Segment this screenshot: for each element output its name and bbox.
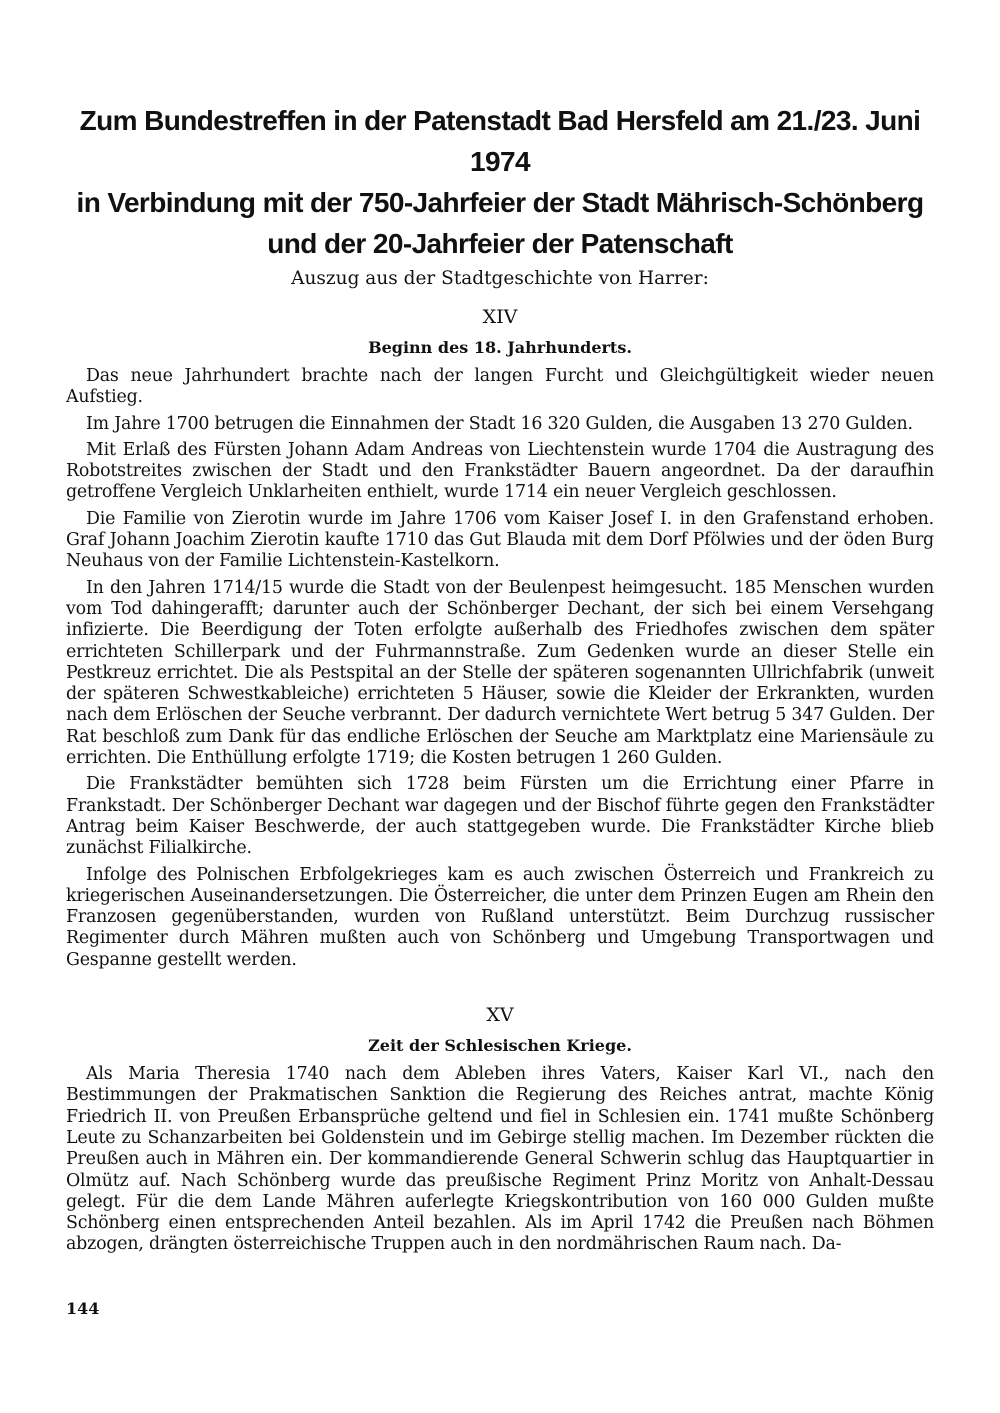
headline-line-3: und der 20-Jahrfeier der Patenschaft (267, 228, 733, 259)
section-xv (66, 1002, 934, 1256)
paragraph: Mit Erlaß des Fürsten Johann Adam Andreas von Liechtenstein wurde 1704 die Austragung des Robotstreites zwischen der Stadt und den Frankstädter Bauern angeordnet. Da der daraufhin getroffene Vergleich Unklarheiten enthielt, wurde 1714 ein neuer Vergleich geschlossen. (66, 439, 934, 503)
paragraph: Das neue Jahrhundert brachte nach der langen Furcht und Gleichgültigkeit wieder neuen Aufstieg. (66, 366, 934, 408)
paragraph: Die Frankstädter bemühten sich 1728 beim Fürsten um die Errichtung einer Pfarre in Frankstadt. Der Schönberger Dechant war dagegen und der Bischof führte gegen den Frankstädter Antrag beim Kaiser Beschwerde, der auch stattgegeben wurde. Die Frankstädter Kirche blieb zunächst Filialkirche. (66, 774, 934, 859)
section-numeral: XIV (482, 306, 518, 328)
section-spacer (66, 976, 934, 990)
paragraph: Als Maria Theresia 1740 nach dem Ableben ihres Vaters, Kaiser Karl VI., nach den Bestimmungen der Prakmatischen Sanktion die Regierung des Reiches antrat, machte König Friedrich II. von Preußen Erbansprüche geltend und fiel in Schlesien ein. 1741 mußte Schönberg Leute zu Schanzarbeiten bei Goldenstein und im Gebirge stellig machen. Im Dezember rückten die Preußen auch in Mähren ein. Der kommandierende General Schwerin schlug das Hauptquartier in Olmütz auf. Nach Schönberg wurde das preußische Regiment Prinz Moritz von Anhalt-Dessau gelegt. Für die dem Lande Mähren auferlegte Kriegskontribution von 160 000 Gulden mußte Schönberg einen entsprechenden Anteil bezahlen. Als im April 1742 die Preußen nach Böhmen abzogen, drängten österreichische Truppen auch in den nordmährischen Raum nach. Da- (66, 1064, 934, 1255)
section-xiv (66, 304, 934, 971)
headline-line-2: in Verbindung mit der 750-Jahrfeier der Stadt Mährisch-Schönberg (76, 187, 924, 218)
section-title: Beginn des 18. Jahrhunderts. (368, 338, 632, 357)
section-title: Zeit der Schlesischen Kriege. (368, 1036, 632, 1056)
article-subtitle: Auszug aus der Stadtgeschichte von Harrer: (291, 268, 709, 289)
paragraph: In den Jahren 1714/15 wurde die Stadt von der Beulenpest heimgesucht. 185 Menschen wurden vom Tod dahingerafft; darunter auch der Schönberger Dechant, der sich bei einem Versehgang infizierte. Die Beerdigung der Toten erfolgte außerhalb des Friedhofes zwischen dem später errichteten Schillerpark und der Fuhrmannstraße. Zum Gedenken wurde an dieser Stelle ein Pestkreuz errichtet. Die als Pestspital an der Stelle der späteren sogenannten Ullrichfabrik (unweit der späteren Schwestkableiche) errichteten 5 Häuser, sowie die Kleider der Erkrankten, wurden nach dem Erlöschen der Seuche verbrannt. Der dadurch vernichtete Wert betrug 5 347 Gulden. Der Rat beschloß zum Dank für das endliche Erlöschen der Seuche am Marktplatz eine Mariensäule zu errichten. Die Enthüllung erfolgte 1719; die Kosten betrugen 1 260 Gulden. (66, 577, 934, 769)
page-number: 144 (66, 1299, 100, 1318)
paragraph: Infolge des Polnischen Erbfolgekrieges kam es auch zwischen Österreich und Frankreich zu kriegerischen Auseinandersetzungen. Die Österreicher, die unter dem Prinzen Eugen am Rhein den Franzosen gegenüberstanden, wurden von Rußland unterstützt. Beim Durchzug russischer Regimenter durch Mähren mußten auch von Schönberg und Umgebung Transportwagen und Gespanne gestellt werden. (66, 864, 934, 970)
section-numeral: XV (486, 1004, 514, 1027)
paragraph: Die Familie von Zierotin wurde im Jahre 1706 vom Kaiser Josef I. in den Grafenstand erhoben. Graf Johann Joachim Zierotin kaufte 1710 das Gut Blauda mit dem Dorf Pfölwies und der öden Burg Neuhaus von der Familie Lichtenstein-Kastelkorn. (66, 508, 934, 572)
document-page (66, 100, 934, 1261)
headline-line-1: Zum Bundestreffen in der Patenstadt Bad Hersfeld am 21./23. Juni 1974 (79, 105, 921, 177)
paragraph: Im Jahre 1700 betrugen die Einnahmen der Stadt 16 320 Gulden, die Ausgaben 13 270 Gulden. (86, 413, 913, 434)
article-headline (66, 100, 934, 264)
